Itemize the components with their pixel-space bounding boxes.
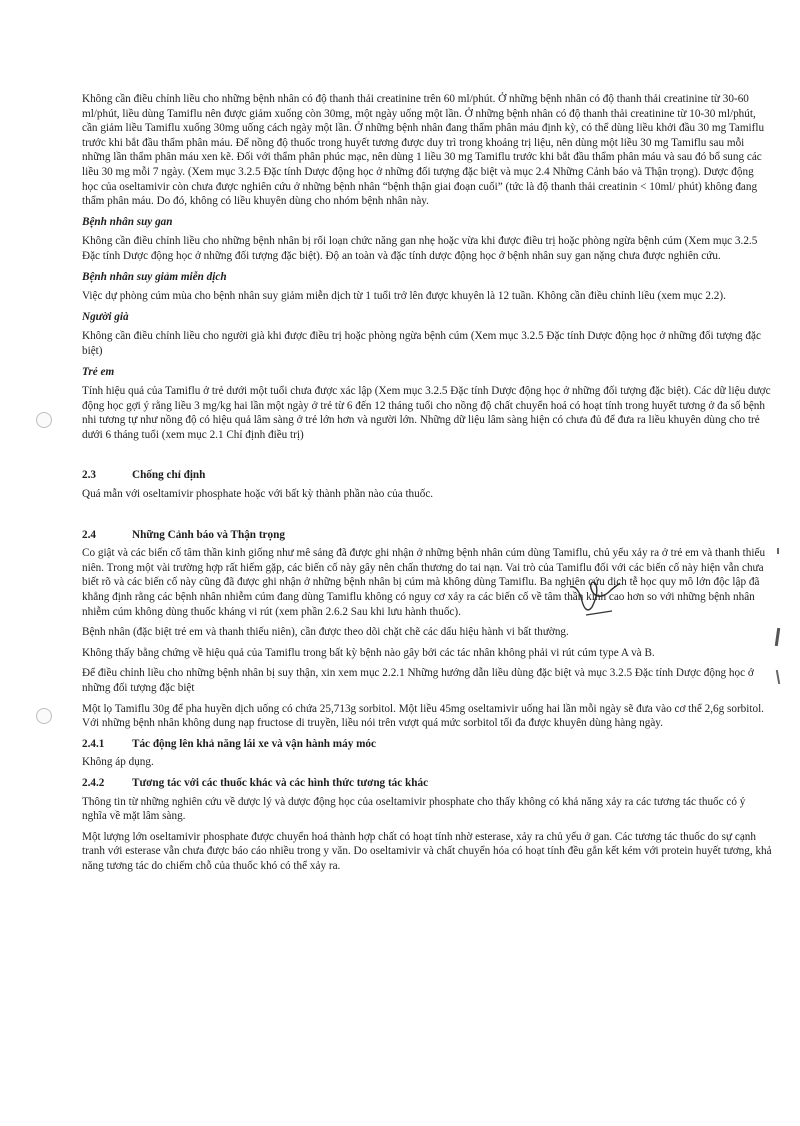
punch-hole xyxy=(36,708,52,724)
elderly-paragraph: Không cần điều chỉnh liều cho người già khi được điều trị hoặc phòng ngừa bệnh cúm (Xem mục 3.2.5 Đặc tính Dược động học ở những đối tượng đặc biệt) xyxy=(82,330,761,357)
warning-paragraph: Co giật và các biến cố tâm thần kinh giống như mê sảng đã được ghi nhận ở những bệnh nhân cúm dùng Tamiflu, chủ yếu xảy ra ở trẻ em và thanh thiếu niên. Trong một vài trường hợp rất hiếm gặp, các biến cố này gây nên chấn thương do tai nạn. Vai trò của Tamiflu đối với các biến cố này hiện vẫn chưa biết rõ và các biến cố này cũng đã được ghi nhận ở những bệnh nhân bị cúm mà không dùng Tamiflu. Ba nghiên cứu dịch tễ học quy mô lớn độc lập đã khẳng định rằng các bệnh nhân nhiễm cúm đang dùng Tamiflu không có nguy cơ xảy ra các biến cố về tâm thần kinh cao hơn so với những bệnh nhân nhiễm cúm không dùng thuốc kháng vi rút (xem phần 2.6.2 Sau khi lưu hành thuốc). xyxy=(82,547,766,618)
section-title: Tác động lên khả năng lái xe và vận hành máy móc xyxy=(132,737,376,750)
section-number: 2.4 xyxy=(82,528,96,541)
section-title: Tương tác với các thuốc khác và các hình thức tương tác khác xyxy=(132,776,429,789)
hepatic-paragraph: Không cần điều chỉnh liều cho những bệnh nhân bị rối loạn chức năng gan nhẹ hoặc vừa khi được điều trị hoặc phòng ngừa bệnh cúm (Xem mục 3.2.5 Đặc tính Dược động học ở những đối tượng đặc biệt). Độ an toàn và đặc tính dược động học ở bệnh nhân suy gan nặng chưa được nghiên cứu. xyxy=(82,235,758,262)
hepatic-heading: Bệnh nhân suy gan xyxy=(82,215,173,228)
renal-dosing-paragraph: Không cần điều chỉnh liều cho những bệnh nhân có độ thanh thải creatinine trên 60 ml/phút. Ở những bệnh nhân có độ thanh thải creatinine từ 30-60 ml/phút, liều dùng Tamiflu nên được giảm xuống còn 30mg, một ngày uống một lần. Ở những bệnh nhân có độ thanh thải creatinine từ 10-30 ml/phút, cần giảm liều Tamiflu xuống 30mg uống cách ngày một lần. Ở những bệnh nhân đang thẩm phân máu định kỳ, có thể dùng liều khởi đầu 30 mg Tamiflu trước khi bắt đầu thẩm phân máu. Để nồng độ thuốc trong huyết tương được duy trì trong khoảng trị liệu, nên dùng một liều 30 mg Tamiflu sau mỗi những lần thẩm phân máu xen kẽ. Đối với thẩm phân phúc mạc, nên dùng 1 liều 30 mg Tamiflu trước khi bắt đầu thẩm phân máu và sau đó bổ sung các liều 30 mg mỗi 7 ngày. (Xem mục 3.2.5 Đặc tính Dược động học ở những đối tượng đặc biệt và mục 2.4 Những Cảnh báo và Thận trọng). Dược động học của oseltamivir còn chưa được nghiên cứu ở những bệnh nhân “bệnh thận giai đoạn cuối” (tức là độ thanh thải creatinin < 10ml/ phút) không đang thẩm phân máu. Do đó, không có liều khuyên dùng cho nhóm bệnh nhân này. xyxy=(82,93,765,208)
interaction-paragraph: Một lượng lớn oseltamivir phosphate được chuyển hoá thành hợp chất có hoạt tính nhờ esterase, xảy ra chủ yếu ở gan. Các tương tác thuốc do sự cạnh tranh với esterase vẫn chưa được báo cáo nhiều trong y văn. Do oseltamivir và chất chuyển hóa có hoạt tính đều gắn kết kém với protein huyết tương, khả năng tương tác do chiếm chỗ của thuốc khó có thể xảy ra. xyxy=(82,830,772,872)
children-heading: Trẻ em xyxy=(82,365,115,378)
section-title: Những Cảnh báo và Thận trọng xyxy=(132,528,285,541)
scan-mark xyxy=(775,628,780,646)
section-number: 2.3 xyxy=(82,469,96,482)
warning-paragraph: Bệnh nhân (đặc biệt trẻ em và thanh thiếu niên), cần được theo dõi chặt chẽ các dấu hiệu hành vi bất thường. xyxy=(82,626,569,639)
elderly-heading: Người già xyxy=(82,310,129,323)
section-number: 2.4.2 xyxy=(82,776,105,789)
scan-mark xyxy=(777,548,779,554)
section-2-3-heading xyxy=(82,468,772,483)
immunocompromised-paragraph: Việc dự phòng cúm mùa cho bệnh nhân suy giảm miễn dịch từ 1 tuổi trở lên được khuyên là 12 tuần. Không cần điều chỉnh liều (xem mục 2.2). xyxy=(82,290,726,303)
document-page xyxy=(82,92,772,880)
contraindication-paragraph: Quá mẫn với oseltamivir phosphate hoặc với bất kỳ thành phần nào của thuốc. xyxy=(82,488,434,501)
section-title: Chống chỉ định xyxy=(132,469,206,482)
interaction-paragraph: Thông tin từ những nghiên cứu về dược lý và dược động học của oseltamivir phosphate cho thấy không có khả năng xảy ra các tương tác thuốc có ý nghĩa về mặt lâm sàng. xyxy=(82,795,746,823)
section-number: 2.4.1 xyxy=(82,737,105,750)
scan-mark xyxy=(776,670,780,684)
section-2-4-1-heading xyxy=(82,737,772,752)
children-paragraph: Tính hiệu quả của Tamiflu ở trẻ dưới một tuổi chưa được xác lập (Xem mục 3.2.5 Đặc tính Dược động học ở những đối tượng đặc biệt). Các dữ liệu dược động học gợi ý rằng liều 3 mg/kg hai lần một ngày ở trẻ từ 6 đến 12 tháng tuổi cho nồng độ chất chuyển hoá có hoạt tính trong huyết tương ở đa số bệnh nhi tương tự như nồng độ có hiệu quả lâm sàng ở trẻ lớn hơn và người lớn. Những dữ liệu lâm sàng hiện có chưa đủ để đưa ra liều khuyên dùng cho trẻ dưới 6 tháng tuổi (xem mục 2.1 Chỉ định điều trị) xyxy=(82,385,771,441)
warning-paragraph: Để điều chỉnh liều cho những bệnh nhân bị suy thận, xin xem mục 2.2.1 Những hướng dẫn liều dùng đặc biệt và mục 3.2.5 Đặc tính Dược động học ở những đối tượng đặc biệt xyxy=(82,667,754,694)
immunocompromised-heading: Bệnh nhân suy giảm miễn dịch xyxy=(82,270,227,283)
section-2-4-2-heading xyxy=(82,776,772,791)
driving-paragraph: Không áp dụng. xyxy=(82,756,154,769)
warning-paragraph: Một lọ Tamiflu 30g để pha huyền dịch uống có chứa 25,713g sorbitol. Một liều 45mg oseltamivir uống hai lần mỗi ngày sẽ đưa vào cơ thể 2,6g sorbitol. Với những bệnh nhân không dung nạp fructose di truyền, liều nói trên vượt quá mức sorbitol tối đa được khuyên dùng hàng ngày. xyxy=(82,702,764,730)
section-2-4-heading xyxy=(82,528,772,543)
warning-paragraph: Không thấy bằng chứng về hiệu quả của Tamiflu trong bất kỳ bệnh nào gây bởi các tác nhân không phải vi rút cúm type A và B. xyxy=(82,646,655,659)
punch-hole xyxy=(36,412,52,428)
